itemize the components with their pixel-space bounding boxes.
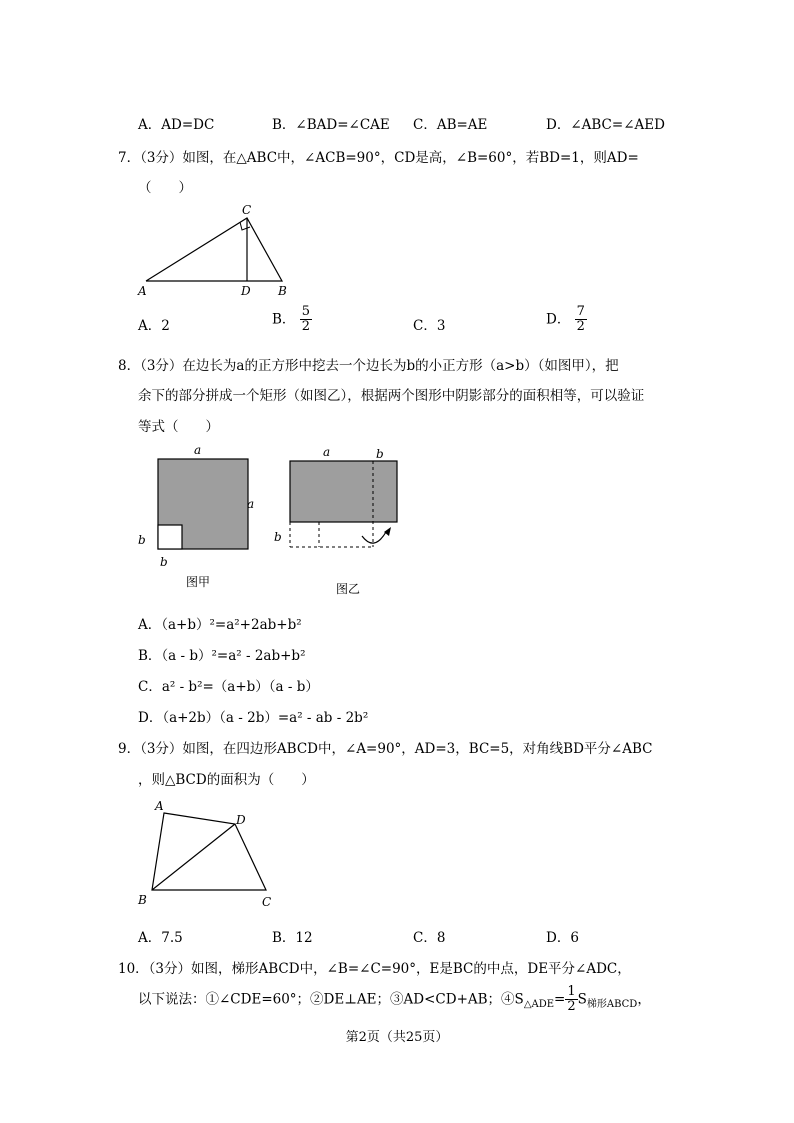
q6-option-d: D．∠ABC=∠AED: [546, 117, 665, 133]
q8-fig2-label-b-top: b: [376, 447, 384, 461]
q8-fig2-caption: 图乙: [336, 582, 361, 596]
q6-option-c: C．AB=AE: [413, 117, 488, 133]
q7-option-d: D． $\frac{7}{2}$: [546, 304, 585, 335]
q6-option-a: A．AD=DC: [138, 117, 215, 133]
q9-option-b: B．12: [272, 930, 313, 946]
q7-stem-line1: 7．（3分）如图，在△ABC中，∠ACB=90°，CD是高，∠B=60°，若BD=1，则AD=: [118, 150, 639, 166]
q9-label-c: C: [262, 895, 272, 909]
q8-fig1-label-a-right: a: [247, 497, 255, 511]
q10-stem-line2: 以下说法：①∠CDE=60°；②DE⊥AE；③AD<CD+AB；$④S_{\triangle ADE}=$ $\frac{1}{2}$ $S_{梯形ABCD}$，: [138, 984, 651, 1015]
q7-label-a: A: [138, 284, 147, 298]
q8-stem-line2: 余下的部分拼成一个矩形（如图乙），根据两个图形中阴影部分的面积相等，可以验证: [138, 388, 645, 404]
q8-option-d: D．（a+2b）（a - 2b）=a² - ab - 2b²: [138, 710, 369, 726]
q8-stem-line3: 等式（ ）: [138, 419, 219, 435]
q7-stem-line2: （ ）: [138, 180, 192, 196]
q8-fig1-label-b-bottom: b: [160, 555, 168, 569]
q8-fig1-label-b-left: b: [138, 533, 146, 547]
q9-quadrilateral-figure: [134, 796, 284, 912]
q9-label-b: B: [138, 893, 147, 907]
q9-option-c: C．8: [413, 930, 446, 946]
q7-option-c: C．3: [413, 318, 446, 334]
q7-label-d: D: [241, 284, 251, 298]
q8-option-b: B．（a - b）²=a² - 2ab+b²: [138, 648, 306, 664]
page-footer: 第2页（共25页）: [345, 1030, 449, 1045]
q6-option-b: B．∠BAD=∠CAE: [272, 117, 390, 133]
q8-fig2-label-a: a: [323, 445, 331, 459]
q9-stem-line2: ，则△BCD的面积为（ ）: [138, 772, 315, 788]
q8-fig2-label-b-left: b: [274, 530, 282, 544]
q7-label-c: C: [242, 203, 252, 217]
q9-label-a: A: [155, 799, 164, 813]
q7-label-b: B: [278, 284, 287, 298]
q8-option-c: C．a² - b²=（a+b）（a - b）: [138, 679, 319, 695]
q9-option-a: A．7.5: [138, 930, 183, 946]
q9-label-d: D: [236, 813, 246, 827]
q8-figures: [130, 440, 420, 600]
q7-option-a: A．2: [138, 318, 170, 334]
q8-fig1-label-a-top: a: [194, 443, 202, 457]
q8-stem-line1: 8．（3分）在边长为a的正方形中挖去一个边长为b的小正方形（a>b）（如图甲），把: [118, 358, 619, 374]
q10-stem-line1: 10．（3分）如图，梯形ABCD中，∠B=∠C=90°，E是BC的中点，DE平分∠ADC，: [118, 961, 631, 977]
q7-option-b: B． $\frac{5}{2}$: [272, 304, 310, 335]
q8-fig1-caption: 图甲: [186, 575, 211, 589]
q7-triangle-figure: [134, 200, 304, 300]
q9-stem-line1: 9．（3分）如图，在四边形ABCD中，∠A=90°，AD=3，BC=5，对角线BD平分∠ABC: [118, 741, 653, 757]
q8-option-a: A．（a+b）²=a²+2ab+b²: [138, 617, 302, 633]
q9-option-d: D．6: [546, 930, 579, 946]
